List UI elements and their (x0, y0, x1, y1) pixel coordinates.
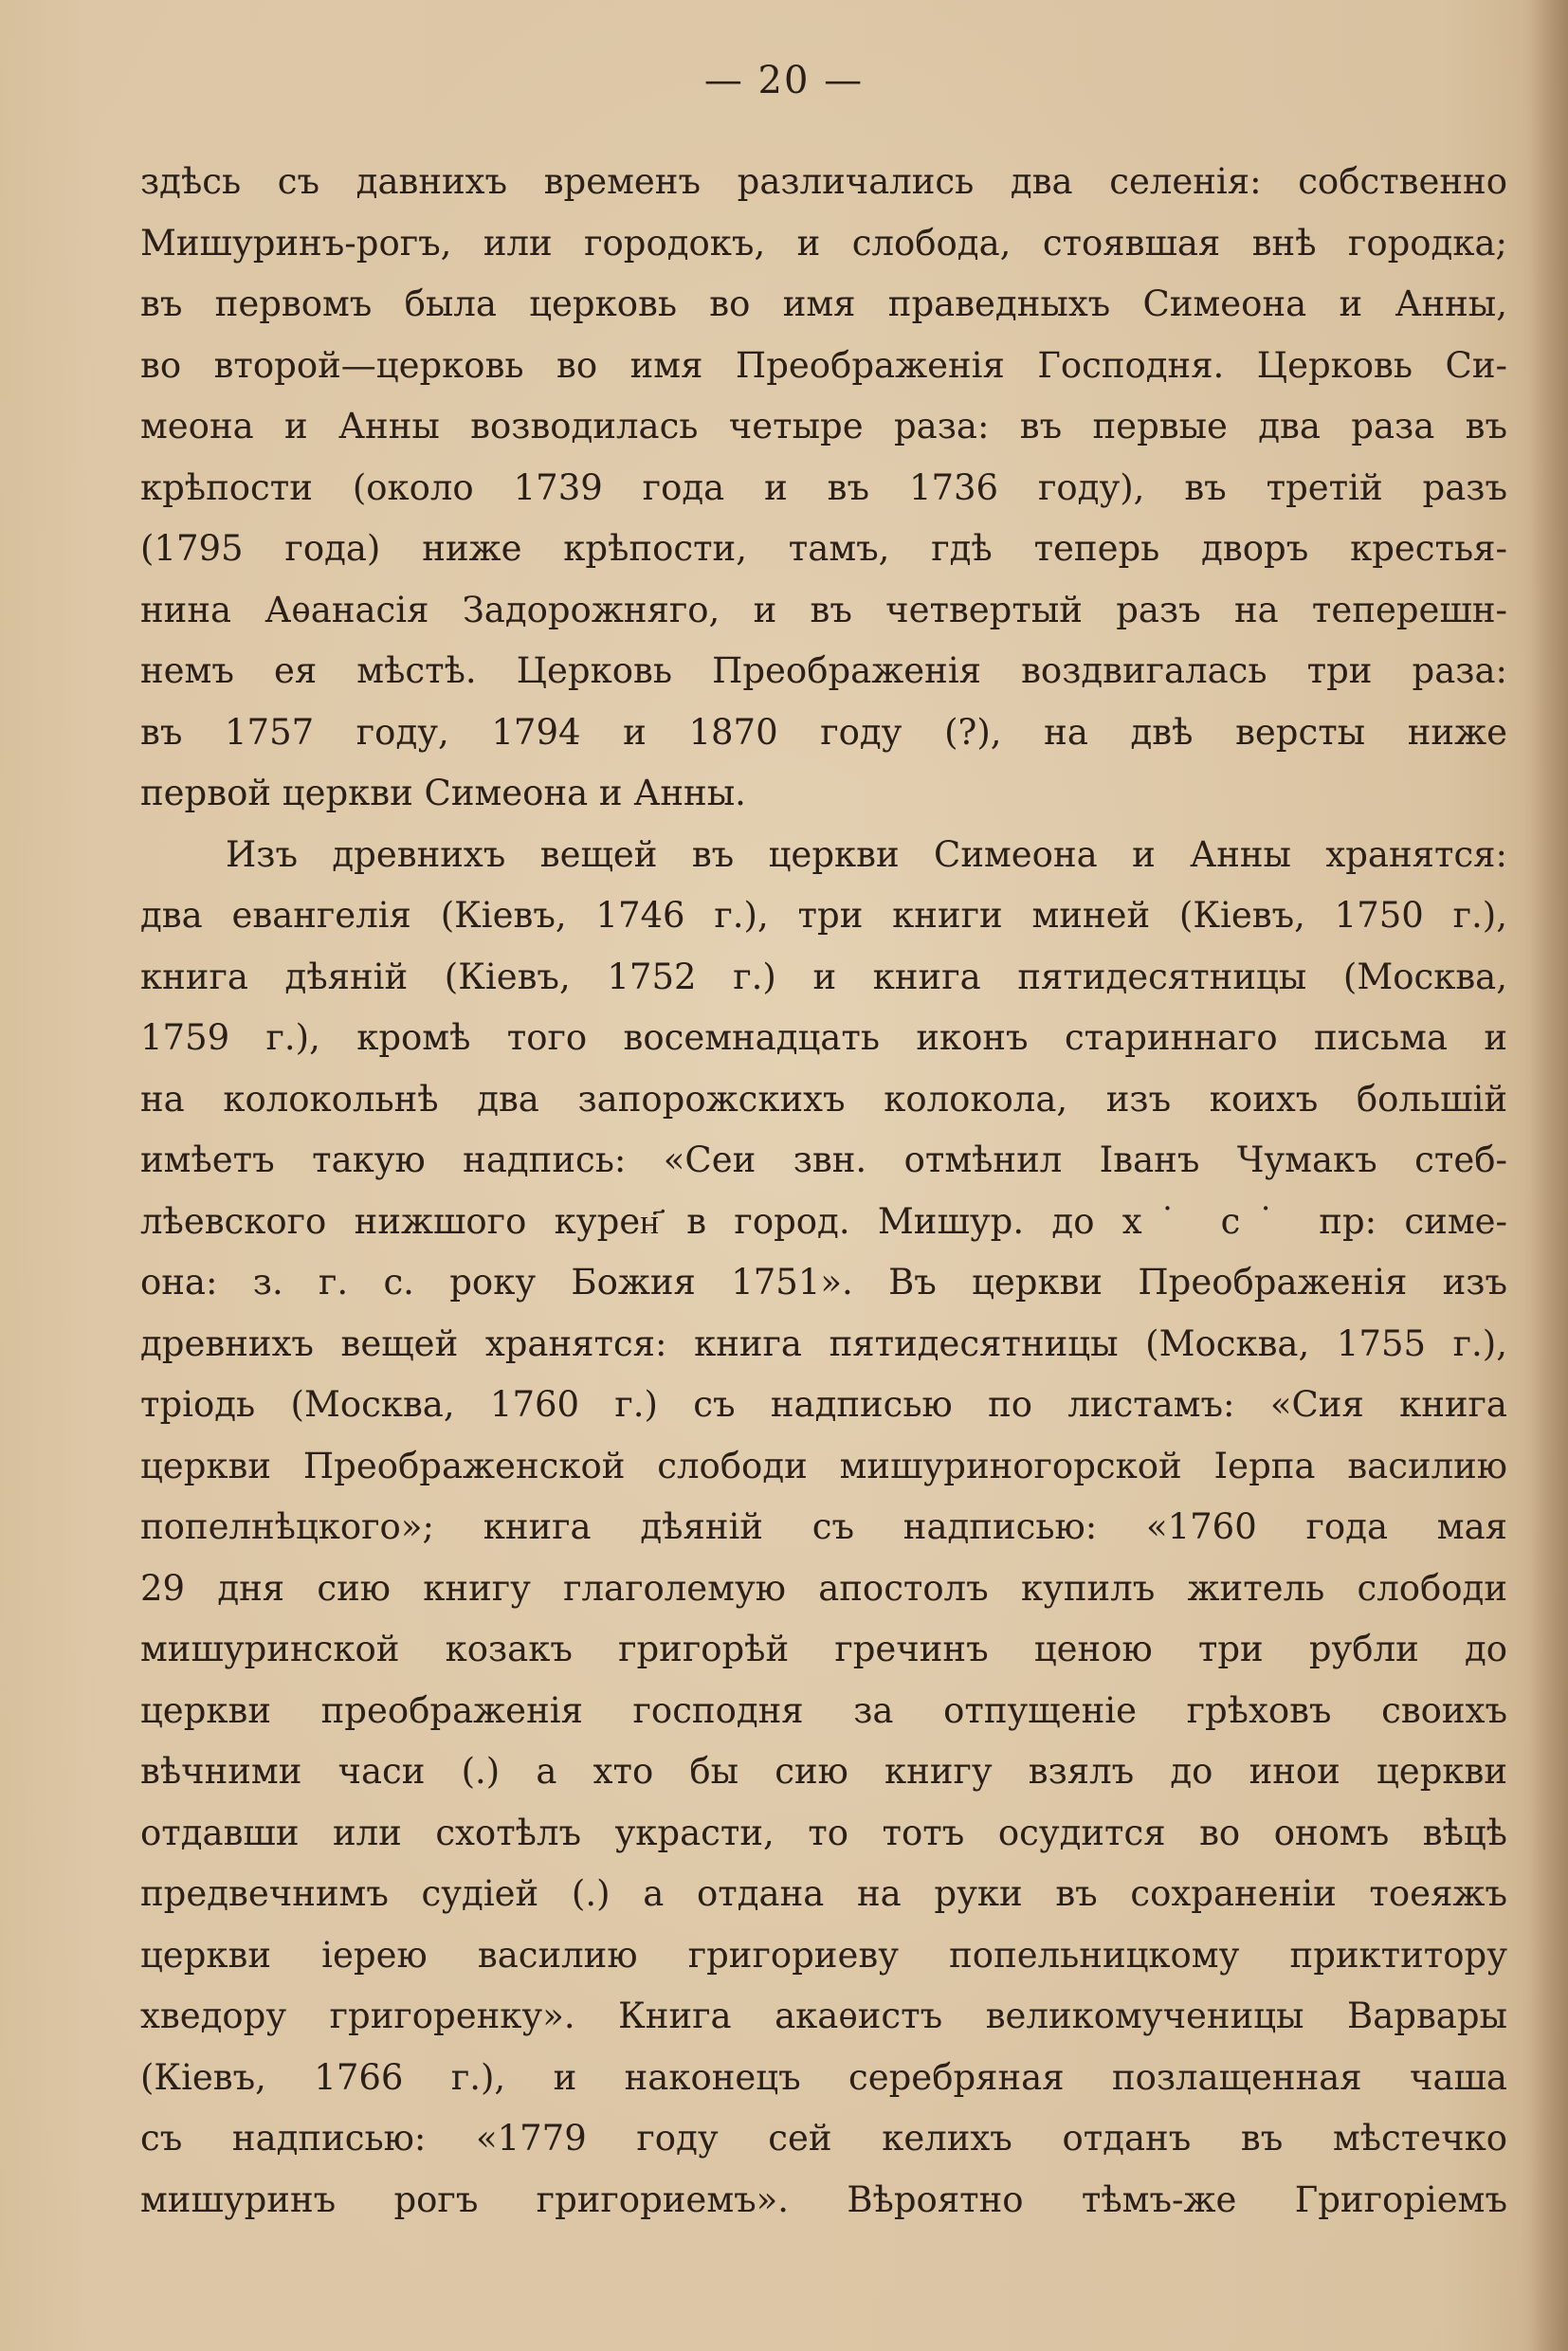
text-line: лѣевского нижшого курен҃ в город. Мишур. до х˙ с˙ пр: симе- (140, 1200, 1507, 1242)
text-line: отдавши или схотѣлъ украсти, то тотъ осудится во ономъ вѣцѣ (140, 1812, 1507, 1853)
text-line: хведору григоренку». Книга акаѳистъ великомученицы Варвары (140, 1996, 1507, 2036)
text-line: мишуринской козакъ григорѣй гречинъ ценою три рубли до (140, 1629, 1507, 1669)
text-line: нина Аѳанасія Задорожняго, и въ четвертый разъ на теперешн- (140, 589, 1507, 630)
text-line: здѣсь съ давнихъ временъ различались два селенія: собственно (140, 161, 1507, 202)
text-line: церкви преображенія господня за отпущеніе грѣховъ своихъ (140, 1689, 1507, 1731)
body-text (140, 152, 1507, 2231)
text-line: во второй—церковь во имя Преображенія Господня. Церковь Си- (140, 344, 1507, 386)
text-line: на колокольнѣ два запорожскихъ колокола, изъ коихъ большій (140, 1078, 1507, 1120)
text-line: (Кіевъ, 1766 г.), и наконецъ серебряная позлащенная чаша (140, 2056, 1507, 2098)
text-line: предвечнимъ судіей (.) а отдана на руки въ сохраненіи тоеяжъ (140, 1873, 1507, 1914)
text-line: Мишуринъ-рогъ, или городокъ, и слобода, стоявшая внѣ городка; (140, 222, 1507, 264)
text-line: крѣпости (около 1739 года и въ 1736 году), въ третій разъ (140, 466, 1507, 508)
text-line: Изъ древнихъ вещей въ церкви Симеона и Анны хранятся: (226, 833, 1507, 875)
text-line: 1759 г.), кромѣ того восемнадцать иконъ стариннаго письма и (140, 1017, 1507, 1058)
text-line: попелнѣцкого»; книга дѣяній съ надписью: «1760 года мая (140, 1506, 1507, 1547)
text-line: меона и Анны возводилась четыре раза: въ первые два раза въ (140, 406, 1507, 447)
text-line: вѣчними часи (.) а хто бы сию книгу взялъ до инои церкви (140, 1751, 1507, 1792)
text-line: съ надписью: «1779 году сей келихъ отданъ въ мѣстечко (140, 2118, 1507, 2159)
page-edge-shadow (1530, 0, 1568, 2351)
text-line: (1795 года) ниже крѣпости, тамъ, гдѣ теперь дворъ крестья- (140, 528, 1507, 569)
text-line: церкви іерею василию григориеву попельницкому приктитору (140, 1934, 1507, 1976)
text-line: древнихъ вещей хранятся: книга пятидесятницы (Москва, 1755 г.), (140, 1322, 1507, 1364)
text-line: 29 дня сию книгу глаголемую апостолъ купилъ житель слободи (140, 1567, 1507, 1609)
text-line: первой церкви Симеона и Анны. (140, 773, 746, 813)
text-line: книга дѣяній (Кіевъ, 1752 г.) и книга пятидесятницы (Москва, (140, 956, 1507, 997)
text-line: два евангелія (Кіевъ, 1746 г.), три книги миней (Кіевъ, 1750 г.), (140, 895, 1507, 936)
text-line: въ 1757 году, 1794 и 1870 году (?), на двѣ версты ниже (140, 711, 1507, 753)
text-line: имѣетъ такую надпись: «Сеи звн. отмѣнил Іванъ Чумакъ стеб- (140, 1139, 1507, 1180)
text-line: церкви Преображенской слободи мишуриногорской Іерпа василию (140, 1445, 1507, 1486)
page-number: — 20 — (703, 59, 865, 102)
text-line: мишуринъ рогъ григориемъ». Вѣроятно тѣмъ-же Григоріемъ (140, 2178, 1507, 2220)
text-line: немъ ея мѣстѣ. Церковь Преображенія воздвигалась три раза: (140, 650, 1507, 691)
text-line: въ первомъ была церковь во имя праведныхъ Симеона и Анны, (140, 283, 1507, 324)
text-line: тріодь (Москва, 1760 г.) съ надписью по листамъ: «Сия книга (140, 1384, 1507, 1425)
text-line: она: з. г. с. року Божия 1751». Въ церкви Преображенія изъ (140, 1262, 1507, 1303)
